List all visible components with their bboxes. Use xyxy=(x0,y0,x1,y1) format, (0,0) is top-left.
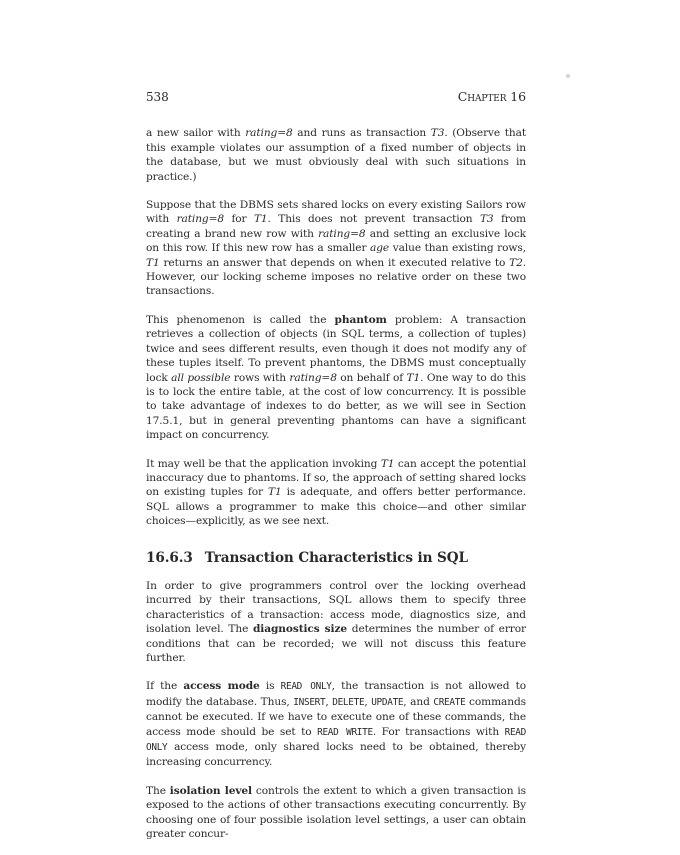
paragraph-characteristics: In order to give programmers control over the locking overhead incurred by their transactions, SQL allows them to specify three characteristics of a transaction: access mode, diagnostics size, and isolation level. The diagnostics size determines the number of error conditions that can be recorded; we will not discuss this feature further. xyxy=(146,579,526,664)
book-page xyxy=(146,90,526,855)
term-isolation-level: isolation level xyxy=(169,784,252,797)
paragraph-isolation-level: The isolation level controls the extent to which a given transaction is exposed to the actions of other transactions executing concurrently. By choosing one of four possible isolation level settings, a user can obtain greater concur- xyxy=(146,784,526,841)
term-diagnostics-size: diagnostics size xyxy=(252,623,348,636)
section-heading xyxy=(146,551,526,565)
paragraph-phantom-tradeoff: It may well be that the application invoking T1 can accept the potential inaccuracy due to phantoms. If so, the approach of setting shared locks on existing tuples for T1 is adequate, and offers better performance. SQL allows a programmer to make this choice—and other similar choices—explicitly, as we see next. xyxy=(146,457,526,528)
term-access-mode: access mode xyxy=(183,680,260,693)
paragraph-access-mode: If the access mode is READ ONLY, the transaction is not allowed to modify the database. Thus, INSERT, DELETE, UPDATE, and CREATE commands cannot be executed. If we have to execute one of these commands, the access mode should be set to READ WRITE. For transactions with READ ONLY access mode, only shared locks need to be obtained, thereby increasing concurrency. xyxy=(146,680,526,769)
page-number: 538 xyxy=(146,90,169,104)
running-header xyxy=(146,90,526,104)
chapter-title: Chapter 16 xyxy=(457,89,526,104)
section-title: Transaction Characteristics in SQL xyxy=(204,549,468,566)
paragraph-new-sailor: a new sailor with rating=8 and runs as transaction T3. (Observe that this example violates our assumption of a fixed number of objects in the database, but we must obviously deal with such situations in practice.) xyxy=(146,127,526,183)
section-number: 16.6.3 xyxy=(146,549,193,566)
paragraph-shared-locks: Suppose that the DBMS sets shared locks on every existing Sailors row with rating=8 for T1. This does not prevent transaction T3 from creating a brand new row with rating=8 and setting an exclusive lock on this row. If this new row has a smaller age value than existing rows, T1 returns an answer that depends on when it executed relative to T2. However, our locking scheme imposes no relative order on these two transactions. xyxy=(146,199,526,298)
scan-speck xyxy=(566,74,570,78)
term-phantom: phantom xyxy=(334,313,387,326)
paragraph-phantom-problem: This phenomenon is called the phantom problem: A transaction retrieves a collection of objects (in SQL terms, a collection of tuples) twice and sees different results, even though it does not modify any of these tuples itself. To prevent phantoms, the DBMS must conceptually lock all possible rows with rating=8 on behalf of T1. One way to do this is to lock the entire table, at the cost of low concurrency. It is possible to take advantage of indexes to do better, as we will see in Section 17.5.1, but in general preventing phantoms can have a significant impact on concurrency. xyxy=(146,313,526,442)
